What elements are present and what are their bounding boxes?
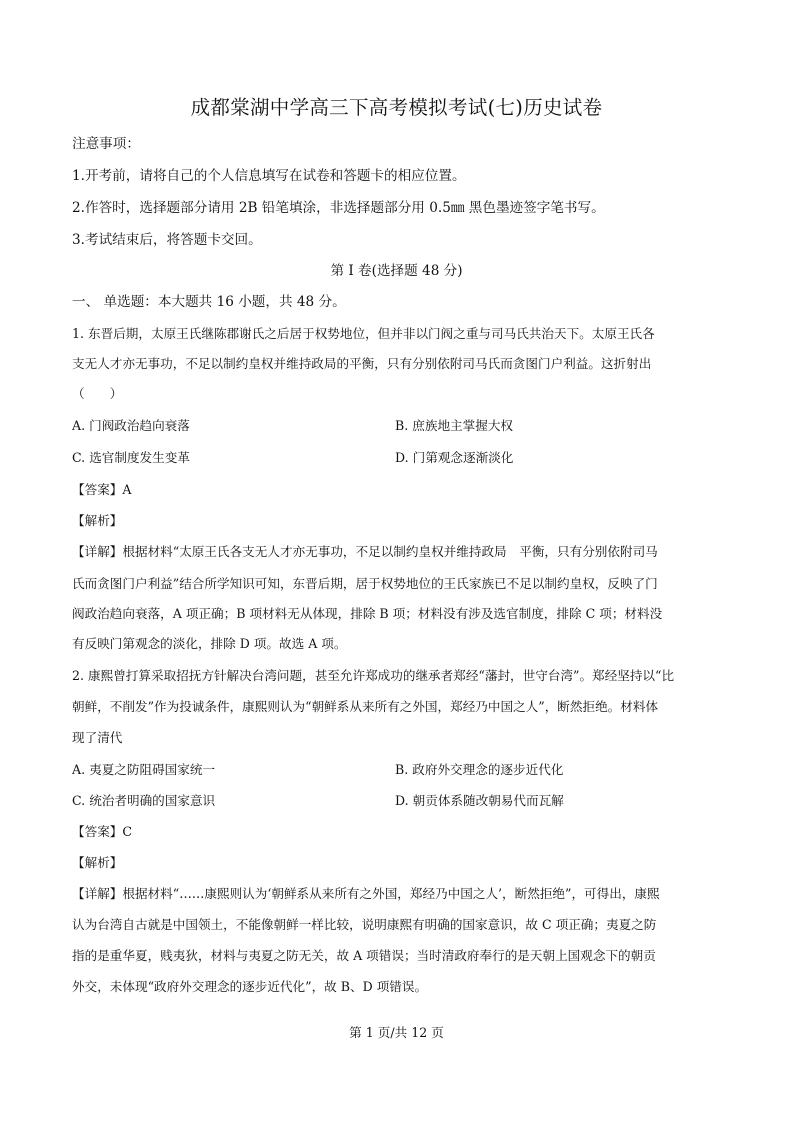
q1-detail-line-4: 有反映门第观念的淡化，排除 D 项。故选 A 项。 xyxy=(72,636,347,651)
q2-option-c: C. 统治者明确的国家意识 xyxy=(72,793,216,808)
q2-analysis-label: 【解析】 xyxy=(72,855,123,870)
q1-stem-line-3: （ ） xyxy=(72,386,123,401)
q2-detail-line-4: 外交，未体现“政府外交理念的逐步近代化”，故 B、D 项错误。 xyxy=(72,979,428,994)
q1-stem-line-1: 1. 东晋后期，太原王氏继陈郡谢氏之后居于权势地位，但并非以门阀之重与司马氏共治天下。太原王氏各 xyxy=(72,326,655,341)
q2-option-a: A. 夷夏之防阻碍国家统一 xyxy=(72,762,216,777)
section-heading: 一、 单选题：本大题共 16 小题，共 48 分。 xyxy=(72,294,346,310)
q1-detail-line-1: 【详解】根据材料“太原王氏各支无人才亦无事功，不足以制约皇权并维持政局 平衡，只有分别依附司马 xyxy=(72,544,658,559)
q2-detail-line-1: 【详解】根据材料“……康熙则认为‘朝鲜系从来所有之外国，郑经乃中国之人’，断然拒绝”，可得出，康熙 xyxy=(72,886,660,901)
q1-detail-line-3: 阀政治趋向衰落，A 项正确；B 项材料无从体现，排除 B 项；材料没有涉及选官制度，排除 C 项；材料没 xyxy=(72,606,663,621)
page-footer: 第 1 页/共 12 页 xyxy=(349,1025,444,1040)
q1-answer: 【答案】A xyxy=(72,482,132,497)
q2-stem-line-1: 2. 康熙曾打算采取招抚方针解决台湾问题，甚至允许郑成功的继承者郑经“藩封，世守台湾”。郑经坚持以“比 xyxy=(72,668,675,683)
notice-item-3: 3.考试结束后，将答题卡交回。 xyxy=(72,232,262,248)
q1-option-b: B. 庶族地主掌握大权 xyxy=(395,418,514,433)
q2-detail-line-3: 指的是重华夏，贱夷狄，材料与夷夏之防无关，故 A 项错误；当时清政府奉行的是天朝上国观念下的朝贡 xyxy=(72,948,656,963)
q2-detail-line-2: 认为台湾自古就是中国领土，不能像朝鲜一样比较，说明康熙有明确的国家意识，故 C 项正确；夷夏之防 xyxy=(72,917,657,932)
q2-stem-line-3: 现了清代 xyxy=(72,730,123,745)
notice-heading: 注意事项： xyxy=(72,136,140,152)
q2-option-b: B. 政府外交理念的逐步近代化 xyxy=(395,762,564,777)
q1-option-d: D. 门第观念逐渐淡化 xyxy=(395,450,514,465)
q2-stem-line-2: 朝鲜，不削发”作为投诚条件，康熙则认为“朝鲜系从来所有之外国，郑经乃中国之人”，断然拒绝。材料体 xyxy=(72,699,659,714)
q2-option-d: D. 朝贡体系随改朝易代而瓦解 xyxy=(395,793,564,808)
q1-option-a: A. 门阀政治趋向衰落 xyxy=(72,418,190,433)
q1-analysis-label: 【解析】 xyxy=(72,513,123,528)
exam-title: 成都棠湖中学高三下高考模拟考试(七)历史试卷 xyxy=(190,96,603,119)
volume-heading: 第 I 卷(选择题 48 分) xyxy=(330,263,463,279)
q2-answer: 【答案】C xyxy=(72,824,133,839)
q1-option-c: C. 选官制度发生变革 xyxy=(72,450,190,465)
q1-stem-line-2: 支无人才亦无事功，不足以制约皇权并维持政局的平衡，只有分别依附司马氏而贪图门户利益。这折射出 xyxy=(72,356,652,371)
notice-item-1: 1.开考前，请将自己的个人信息填写在试卷和答题卡的相应位置。 xyxy=(72,168,466,184)
notice-item-2: 2.作答时，选择题部分请用 2B 铅笔填涂，非选择题部分用 0.5㎜ 黑色墨迹签字笔书写。 xyxy=(72,200,605,216)
q1-detail-line-2: 氏而贪图门户利益”结合所学知识可知，东晋后期，居于权势地位的王氏家族已不足以制约皇权，反映了门 xyxy=(72,576,658,591)
